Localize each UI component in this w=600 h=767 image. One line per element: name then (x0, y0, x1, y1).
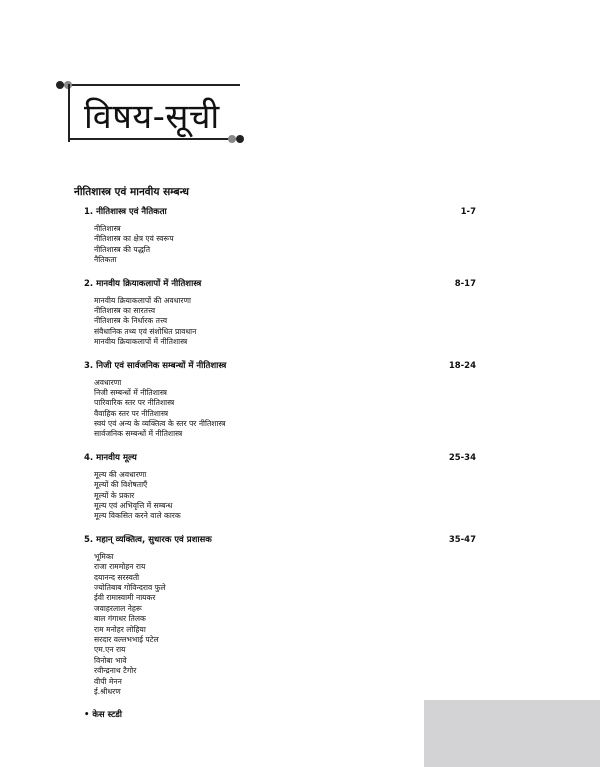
topic-item: मूल्यों के प्रकार (94, 490, 135, 500)
topic-item: संवैधानिक तथ्य एवं संशोधित प्रावधान (94, 326, 197, 336)
chapter-number: 2. (84, 278, 94, 289)
chapter-title-text: महान् व्यक्तित्व, सुधारक एवं प्रशासक (96, 534, 212, 545)
title-rule-top (62, 84, 240, 86)
page-title: विषय-सूची (84, 97, 220, 137)
bullet-icon: • (84, 710, 90, 721)
chapter-pages: 8-17 (454, 278, 476, 289)
chapter-entry (84, 206, 476, 266)
chapter-title (84, 452, 137, 464)
topic-item: नैतिकता (94, 255, 117, 265)
topic-item: नीतिशास्त्र की पद्धति (94, 244, 151, 254)
topic-item: अवधारणा (94, 377, 122, 387)
topic-item: राजा राममोहन राय (94, 562, 146, 572)
case-study-entry[interactable] (84, 709, 476, 721)
chapter-title (84, 278, 201, 290)
topic-item: दयानन्द सरस्वती (94, 572, 140, 582)
chapter-topics (84, 224, 476, 266)
chapter-title-text: मानवीय क्रियाकलापों में नीतिशास्त्र (96, 278, 202, 289)
topic-item: मूल्य एवं अभिवृत्ति में सम्बन्ध (94, 501, 173, 511)
chapter-title (84, 534, 212, 546)
topic-item: वीपी मेनन (94, 676, 122, 686)
chapter-topics (84, 296, 476, 348)
chapter-title (84, 206, 167, 218)
chapter-topics (84, 470, 476, 522)
chapter-number: 3. (84, 360, 94, 371)
title-rule-vertical (68, 84, 70, 142)
chapter-pages: 1-7 (460, 207, 476, 217)
topic-item: एम.एन राय (94, 645, 126, 655)
topic-item: मूल्य की अवधारणा (94, 469, 147, 479)
topic-item: मानवीय क्रियाकलापों में नीतिशास्त्र (94, 337, 188, 347)
topic-item: नीतिशास्त्र का सारतत्त्व (94, 305, 156, 315)
case-study-title (84, 709, 122, 721)
topic-item: भूमिका (94, 551, 114, 561)
chapter-number: 1. (84, 207, 94, 217)
section-heading: नीतिशास्त्र एवं मानवीय सम्बन्ध (74, 186, 189, 198)
topic-item: विनोबा भावे (94, 655, 127, 665)
topic-item: ज्योतिबाब गोविन्दराव फुले (94, 582, 166, 592)
topic-item: सार्वजनिक सम्बन्धों में नीतिशास्त्र (94, 429, 183, 439)
chapter-pages: 35-47 (448, 534, 476, 545)
case-study-text: केस स्टडी (92, 710, 122, 721)
chapter-pages: 25-34 (448, 452, 476, 463)
title-dot-right (236, 135, 244, 143)
title-rule-bottom (70, 138, 236, 140)
table-of-contents (84, 206, 476, 721)
topic-item: बाल गंगाधर तिलक (94, 614, 146, 624)
topic-item: निजी सम्बन्धों में नीतिशास्त्र (94, 387, 167, 397)
chapter-heading[interactable] (84, 452, 476, 464)
topic-item: मूल्य विकसित करने वाले कारक (94, 511, 181, 521)
topic-item: रवीन्द्रनाथ टैगोर (94, 666, 137, 676)
topic-item: राम मनोहर लोहिया (94, 624, 146, 634)
chapter-title-text: निजी एवं सार्वजनिक सम्बन्धों में नीतिशास्त्र (96, 360, 227, 371)
chapter-entry (84, 534, 476, 697)
chapter-heading[interactable] (84, 278, 476, 290)
topic-item: वैवाहिक स्तर पर नीतिशास्त्र (94, 408, 169, 418)
topic-item: नीतिशास्त्र के निर्धारक तत्त्व (94, 316, 168, 326)
chapter-entry (84, 452, 476, 522)
chapter-title-text: नीतिशास्त्र एवं नैतिकता (96, 207, 167, 217)
topic-item: नीतिशास्त्र का क्षेत्र एवं स्वरूप (94, 234, 174, 244)
title-dot-right-gray (228, 135, 236, 143)
topic-item: जवाहरलाल नेहरू (94, 603, 142, 613)
topic-item: मूल्यों की विशेषताएँ (94, 480, 148, 490)
chapter-topics (84, 378, 476, 440)
chapter-number: 4. (84, 452, 94, 463)
topic-item: ईवी रामास्वामी नायकर (94, 593, 156, 603)
topic-item: ई.श्रीधरण (94, 686, 121, 696)
chapter-number: 5. (84, 534, 94, 545)
chapter-topics (84, 552, 476, 697)
chapter-heading[interactable] (84, 534, 476, 546)
topic-item: स्वयं एवं अन्य के व्यक्तित्व के स्तर पर नीतिशास्त्र (94, 419, 226, 429)
topic-item: पारिवारिक स्तर पर नीतिशास्त्र (94, 398, 175, 408)
chapter-entry (84, 278, 476, 348)
chapter-pages: 18-24 (448, 360, 476, 371)
topic-item: मानवीय क्रियाकलापों की अवधारणा (94, 295, 191, 305)
chapter-heading[interactable] (84, 360, 476, 372)
chapter-title (84, 360, 226, 372)
chapter-entry (84, 360, 476, 440)
topic-item: नीतिशास्त्र (94, 224, 121, 233)
chapter-heading[interactable] (84, 206, 476, 218)
title-dot-left (56, 81, 64, 89)
topic-item: सरदार वल्लभभाई पटेल (94, 634, 159, 644)
chapter-title-text: मानवीय मूल्य (96, 452, 137, 463)
corner-gray-box (424, 700, 600, 767)
